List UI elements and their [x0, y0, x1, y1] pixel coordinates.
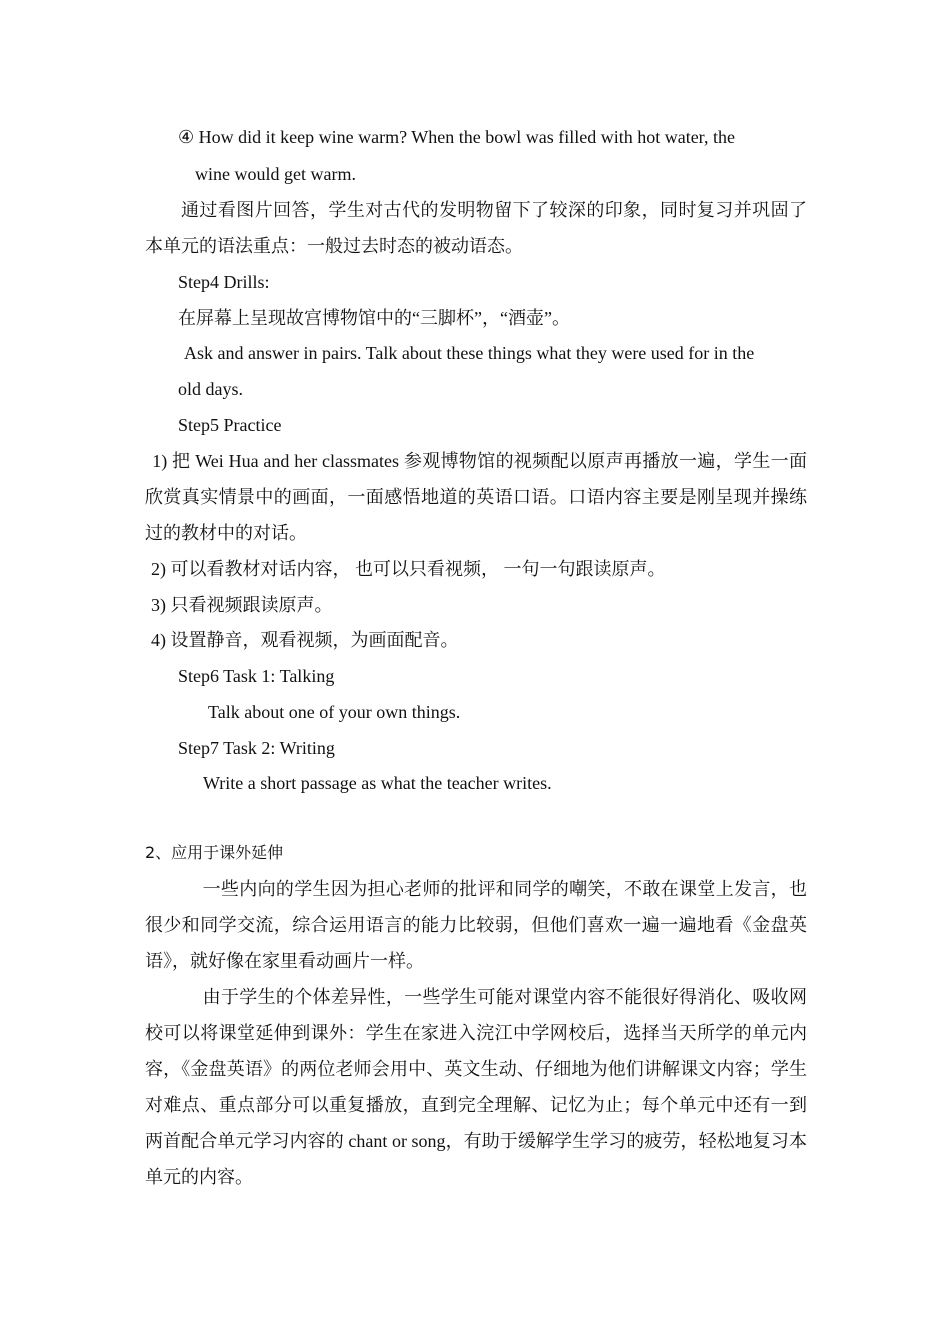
step7-description: Write a short passage as what the teacher writes.: [203, 773, 552, 793]
step4-title: Step4 Drills:: [178, 272, 270, 292]
step4-description: 在屏幕上呈现故宫博物馆中的“三脚杯”，“酒壶”。: [178, 308, 570, 328]
step6-title: Step6 Task 1: Talking: [178, 666, 335, 686]
step6-description: Talk about one of your own things.: [208, 702, 461, 722]
summary-paragraph: 通过看图片回答，学生对古代的发明物留下了较深的印象，同时复习并巩固了本单元的语法重点：一般过去时态的被动语态。: [145, 200, 807, 256]
step4-ask-line-1: Ask and answer in pairs. Talk about these things what they were used for in the: [184, 343, 755, 363]
step7-title: Step7 Task 2: Writing: [178, 738, 335, 758]
question-4-line-1: ④ How did it keep wine warm? When the bowl was filled with hot water, the: [178, 127, 735, 147]
section-2-heading: 2、应用于课外延伸: [145, 843, 284, 862]
paragraph-introverted-students: 一些内向的学生因为担心老师的批评和同学的嘲笑，不敢在课堂上发言，也很少和同学交流，综合运用语言的能力比较弱，但他们喜欢一遍一遍地看《金盘英语》，就好像在家里看动画片一样。: [145, 879, 807, 971]
step4-ask-line-2: old days.: [178, 379, 243, 399]
practice-item-1: 1) 把 Wei Hua and her classmates 参观博物馆的视频配以原声再播放一遍，学生一面欣赏真实情景中的画面，一面感悟地道的英语口语。口语内容主要是刚呈现并操练过的教材中的对话。: [145, 451, 807, 543]
practice-item-3: 3) 只看视频跟读原声。: [151, 595, 333, 615]
practice-item-4: 4) 设置静音，观看视频，为画面配音。: [151, 630, 459, 650]
practice-item-2: 2) 可以看教材对话内容， 也可以只看视频， 一句一句跟读原声。: [151, 559, 666, 579]
step5-title: Step5 Practice: [178, 415, 282, 435]
paragraph-individual-differences: 由于学生的个体差异性，一些学生可能对课堂内容不能很好得消化、吸收网校可以将课堂延伸到课外：学生在家进入浣江中学网校后，选择当天所学的单元内容，《金盘英语》的两位老师会用中、英文生动、仔细地为他们讲解课文内容；学生对难点、重点部分可以重复播放，直到完全理解、记忆为止；每个单元中还有一到两首配合单元学习内容的 chant or song，有助于缓解学生学习的疲劳，轻松地复习本单元的内容。: [145, 987, 807, 1187]
question-4-line-2: wine would get warm.: [195, 164, 356, 184]
